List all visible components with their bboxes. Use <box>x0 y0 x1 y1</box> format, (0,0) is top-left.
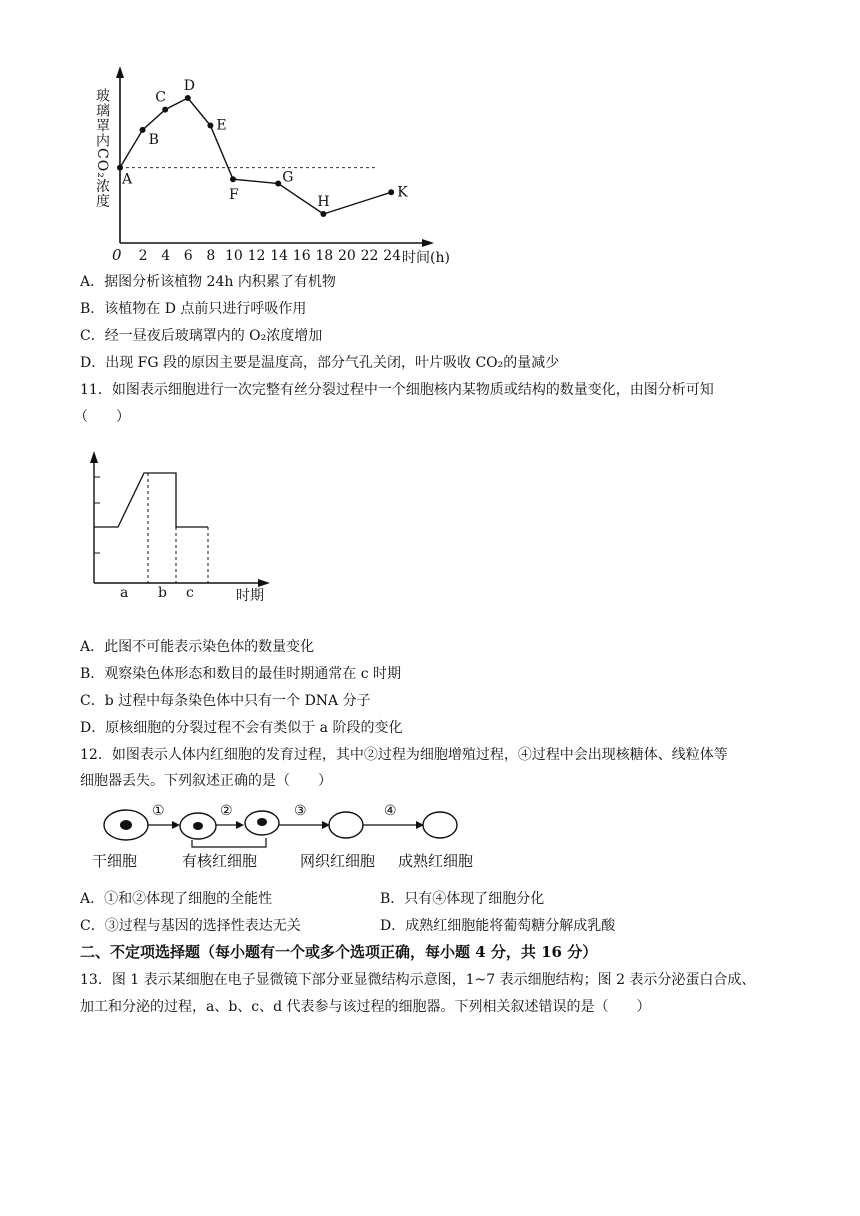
q12-stem-line1: 12．如图表示人体内红细胞的发育过程，其中②过程为细胞增殖过程，④过程中会出现核糖体、线粒体等 <box>80 747 728 763</box>
q10-option-b: B．该植物在 D 点前只进行呼吸作用 <box>80 301 307 317</box>
chart2-label-a: a <box>120 585 129 601</box>
chart1-xtick-8: 8 <box>206 248 216 264</box>
q12-option-d: D．成熟红细胞能将葡萄糖分解成乳酸 <box>380 918 616 934</box>
q11-option-d: D．原核细胞的分裂过程不会有类似于 a 阶段的变化 <box>80 720 403 736</box>
chart2-label-b: b <box>158 585 167 601</box>
chart1-point-H <box>320 211 326 217</box>
q10-option-a: A．据图分析该植物 24h 内积累了有机物 <box>80 274 336 290</box>
chart1-point-label-H: H <box>317 194 330 210</box>
chart2-xlabel: 时期 <box>236 588 264 604</box>
chart1-point-label-B: B <box>148 131 159 148</box>
chart1-point-B <box>140 127 146 133</box>
chart1-ylabel: 玻璃罩内CO₂浓度 <box>94 88 110 209</box>
q12-option-a: A．①和②体现了细胞的全能性 <box>80 891 273 907</box>
q12-stem-line2: 细胞器丢失。下列叙述正确的是（ ） <box>80 773 332 789</box>
chart1-xtick-22: 22 <box>360 248 379 264</box>
label-nucleated-cell: 有核红细胞 <box>182 852 258 870</box>
q11-stem-line1: 11．如图表示细胞进行一次完整有丝分裂过程中一个细胞核内某物质或结构的数量变化，由图分析可知 <box>80 382 714 398</box>
chart1-point-label-K: K <box>397 184 408 201</box>
q11-option-c: C．b 过程中每条染色体中只有一个 DNA 分子 <box>80 693 371 709</box>
label-mature-cell: 成熟红细胞 <box>398 852 474 870</box>
q11-stem-line2: （ ） <box>74 409 130 425</box>
chart1-point-label-C: C <box>155 89 166 106</box>
chart1-xtick-12: 12 <box>247 248 266 264</box>
chart1-xtick-14: 14 <box>270 248 289 264</box>
q10-option-d: D．出现 FG 段的原因主要是温度高，部分气孔关闭，叶片吸收 CO₂的量减少 <box>80 355 560 371</box>
chart1-origin: 0 <box>112 246 122 264</box>
section-2-heading: 二、不定项选择题（每小题有一个或多个选项正确，每小题 4 分，共 16 分） <box>80 943 598 961</box>
chart1-series-line <box>120 98 391 214</box>
chart1-point-A <box>117 165 123 171</box>
red-cell-development-diagram <box>88 800 498 875</box>
label-stem-cell: 干细胞 <box>92 852 138 870</box>
q10-option-c: C．经一昼夜后玻璃罩内的 O₂浓度增加 <box>80 328 323 344</box>
q12-option-c: C．③过程与基因的选择性表达无关 <box>80 918 301 934</box>
chart1-point-G <box>275 181 281 187</box>
step-2: ② <box>220 803 233 819</box>
chart1-point-label-G: G <box>282 169 294 186</box>
mature-red-cell-shape <box>423 812 457 838</box>
chart1-xtick-10: 10 <box>225 248 243 264</box>
chart1-point-F <box>230 176 236 182</box>
chart1-xtick-2: 2 <box>138 248 148 264</box>
chart1-xtick-24: 24 <box>383 248 402 264</box>
step-1: ① <box>152 803 165 819</box>
q12-option-b: B．只有④体现了细胞分化 <box>380 891 545 907</box>
chart1-point-label-D: D <box>183 78 196 94</box>
chart1-point-E <box>207 123 213 129</box>
step-4: ④ <box>384 803 397 819</box>
chart1-point-label-A: A <box>122 171 133 188</box>
q11-option-a: A．此图不可能表示染色体的数量变化 <box>80 639 315 655</box>
q11-option-b: B．观察染色体形态和数目的最佳时期通常在 c 时期 <box>80 666 402 682</box>
chart1-point-K <box>388 189 394 195</box>
mitosis-quantity-chart <box>84 445 284 610</box>
chart2-label-c: c <box>186 585 194 601</box>
chart1-point-label-F: F <box>229 187 239 204</box>
chart1-point-C <box>162 107 168 113</box>
chart1-xtick-16: 16 <box>292 248 311 264</box>
chart1-point-D <box>185 95 191 101</box>
chart1-xlabel: 时间(h) <box>402 250 450 266</box>
label-reticulocyte: 网织红细胞 <box>300 852 376 870</box>
step-3: ③ <box>294 803 307 819</box>
chart1-xtick-4: 4 <box>161 248 171 264</box>
q13-stem-line2: 加工和分泌的过程，a、b、c、d 代表参与该过程的细胞器。下列相关叙述错误的是（ ） <box>80 999 651 1015</box>
q13-stem-line1: 13．图 1 表示某细胞在电子显微镜下部分亚显微结构示意图，1~7 表示细胞结构；图 2 表示分泌蛋白合成、 <box>80 972 756 988</box>
chart1-point-label-E: E <box>216 117 227 134</box>
chart1-xtick-20: 20 <box>338 248 356 264</box>
reticulocyte-shape <box>329 812 363 838</box>
co2-concentration-chart <box>80 60 460 270</box>
chart1-xtick-18: 18 <box>315 248 334 264</box>
chart1-xtick-6: 6 <box>183 248 193 264</box>
